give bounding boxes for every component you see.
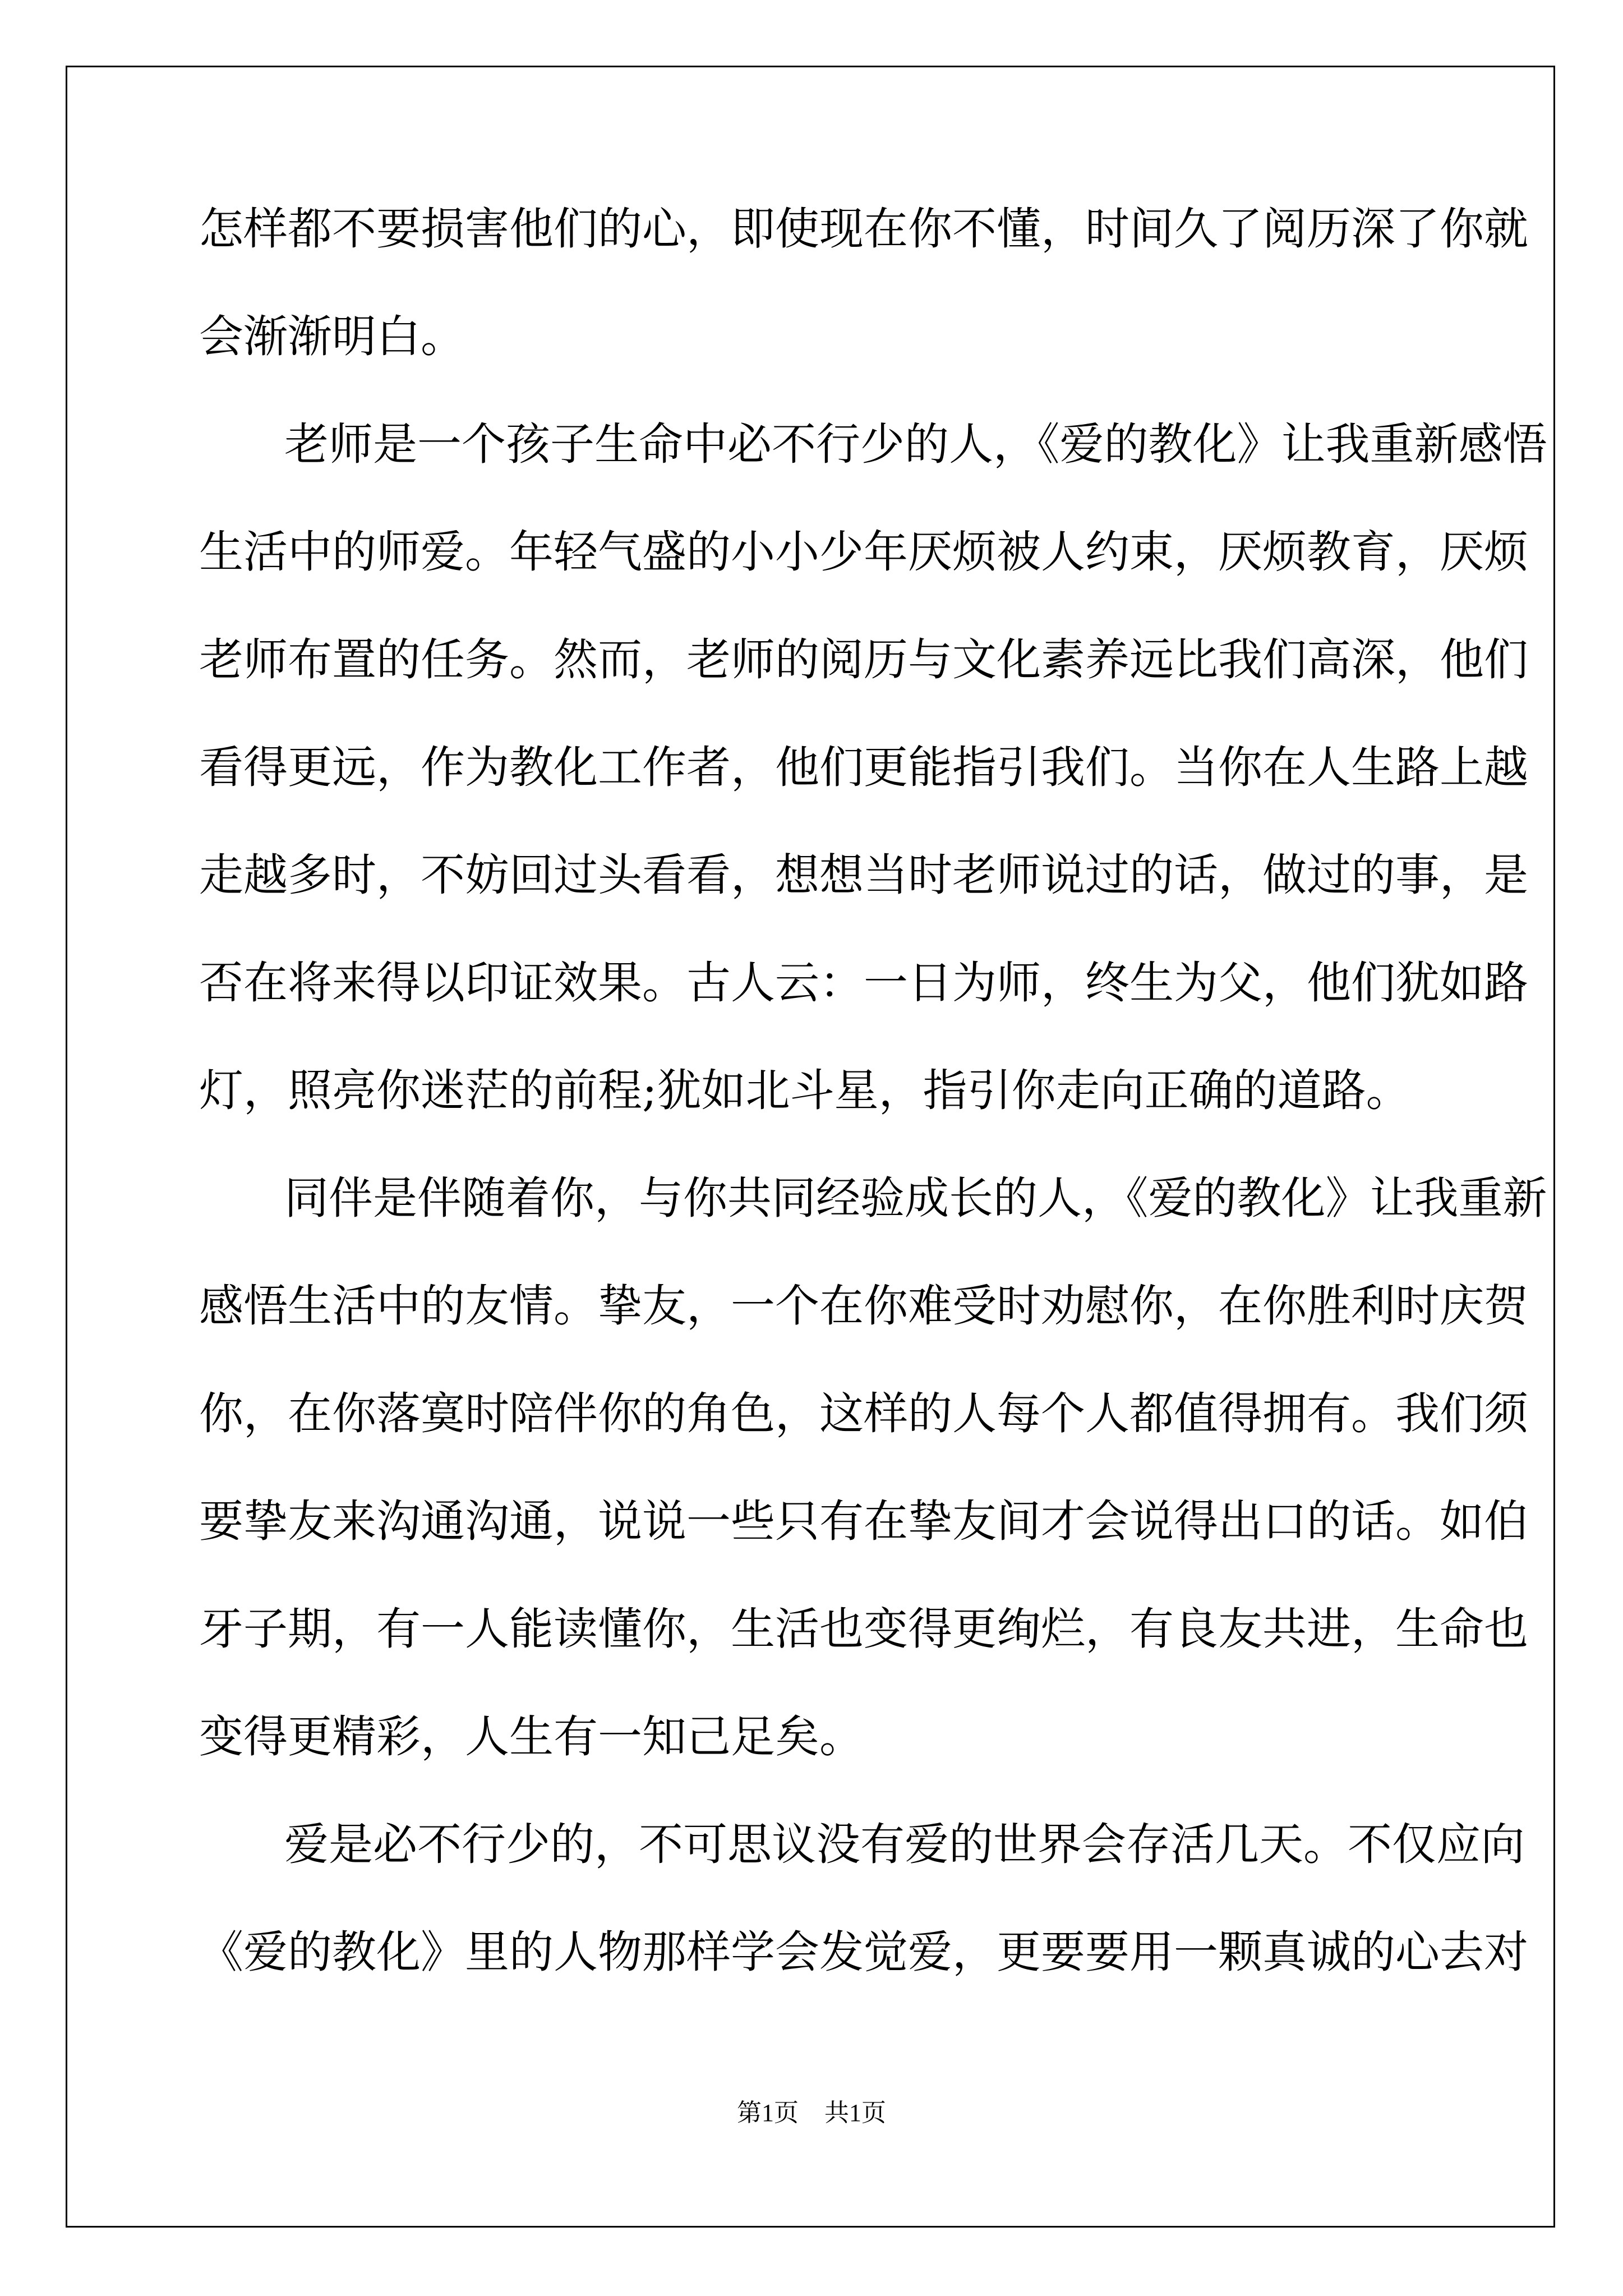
page-number: 第1页 [737,2099,799,2127]
document-body [199,202,1547,2033]
paragraph-start: 同伴是伴随着你，与你共同经验成长的人，《爱的教化》让我重新 [284,1172,1547,1224]
page-footer [0,2092,1623,2128]
text-line: 怎样都不要损害他们的心，即使现在你不懂，时间久了阅历深了你就 [199,203,1528,255]
paragraph-start: 爱是必不行少的，不可思议没有爱的世界会存活几天。不仅应向 [284,1819,1525,1870]
text-line: 会渐渐明白。 [199,311,465,362]
text-line: 走越多时，不妨回过头看看，想想当时老师说过的话，做过的事，是 [199,849,1528,901]
text-line: 生活中的师爱。年轻气盛的小小少年厌烦被人约束，厌烦教育，厌烦 [199,526,1528,578]
page-total: 共1页 [824,2099,886,2127]
paragraph-start: 老师是一个孩子生命中必不行少的人，《爱的教化》让我重新感悟 [284,418,1547,470]
text-line: 《爱的教化》里的人物那样学会发觉爱，更要要用一颗真诚的心去对 [199,1926,1528,1978]
text-line: 否在将来得以印证效果。古人云：一日为师，终生为父，他们犹如路 [199,957,1528,1009]
text-line: 灯，照亮你迷茫的前程;犹如北斗星，指引你走向正确的道路。 [199,1065,1410,1116]
text-line: 要挚友来沟通沟通，说说一些只有在挚友间才会说得出口的话。如伯 [199,1496,1528,1547]
text-line: 看得更远，作为教化工作者，他们更能指引我们。当你在人生路上越 [199,742,1528,793]
text-line: 牙子期，有一人能读懂你，生活也变得更绚烂，有良友共进，生命也 [199,1603,1528,1655]
text-line: 你，在你落寞时陪伴你的角色，这样的人每个人都值得拥有。我们须 [199,1388,1528,1439]
text-line: 老师布置的任务。然而，老师的阅历与文化素养远比我们高深，他们 [199,634,1528,685]
text-line: 变得更精彩，人生有一知己足矣。 [199,1711,864,1763]
text-line: 感悟生活中的友情。挚友，一个在你难受时劝慰你，在你胜利时庆贺 [199,1280,1528,1332]
